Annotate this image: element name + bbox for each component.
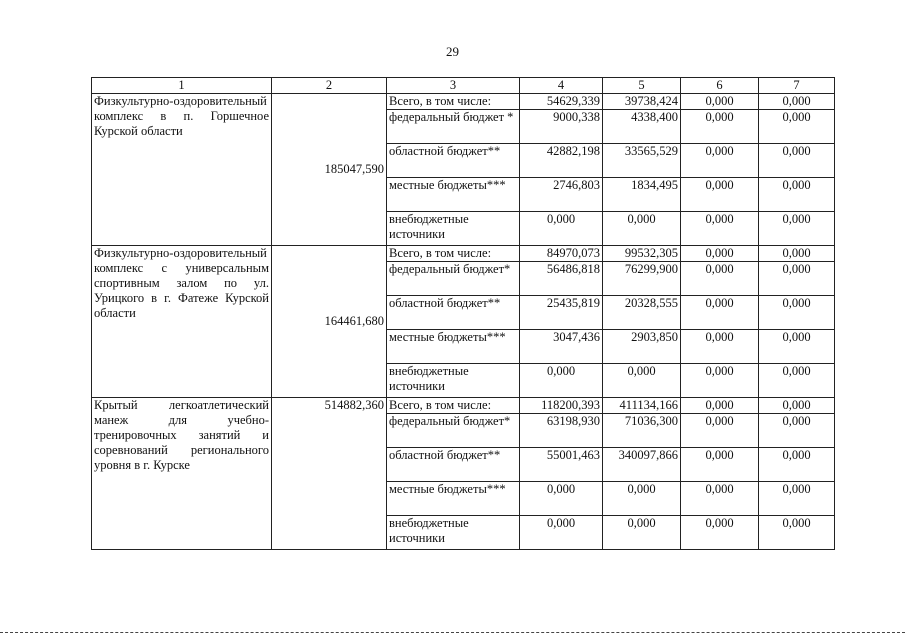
funding-source-cell: федеральный бюджет* <box>387 414 520 448</box>
value-cell: 0,000 <box>681 398 759 414</box>
value-cell: 63198,930 <box>520 414 603 448</box>
page-number: 29 <box>446 44 459 59</box>
value-cell: 55001,463 <box>520 448 603 482</box>
total-cost-cell: 185047,590 <box>272 94 387 246</box>
value-cell: 0,000 <box>603 516 681 550</box>
funding-source-cell: федеральный бюджет* <box>387 262 520 296</box>
funding-source-cell: местные бюджеты*** <box>387 178 520 212</box>
value-cell: 0,000 <box>520 482 603 516</box>
value-cell: 118200,393 <box>520 398 603 414</box>
value-cell: 33565,529 <box>603 144 681 178</box>
value-cell: 0,000 <box>759 110 835 144</box>
value-cell: 0,000 <box>681 144 759 178</box>
value-cell: 0,000 <box>520 516 603 550</box>
value-cell: 0,000 <box>681 330 759 364</box>
column-header: 7 <box>759 78 835 94</box>
value-cell: 0,000 <box>681 94 759 110</box>
value-cell: 0,000 <box>759 212 835 246</box>
value-cell: 0,000 <box>759 296 835 330</box>
value-cell: 0,000 <box>681 364 759 398</box>
table-row <box>92 246 835 262</box>
object-name-cell: Физкультурно-оздоровительный комплекс в п. Горшечное Курской области <box>92 94 272 246</box>
funding-source-cell: Всего, в том числе: <box>387 94 520 110</box>
value-cell: 0,000 <box>681 448 759 482</box>
value-cell: 0,000 <box>520 212 603 246</box>
value-cell: 0,000 <box>681 482 759 516</box>
value-cell: 411134,166 <box>603 398 681 414</box>
object-name-cell: Физкультурно-оздоровительный комплекс с универсальным спортивным залом по ул. Урицкого в г. Фатеже Курской области <box>92 246 272 398</box>
table-row <box>92 398 835 414</box>
funding-source-cell: областной бюджет** <box>387 144 520 178</box>
column-header: 1 <box>92 78 272 94</box>
table-row <box>92 94 835 110</box>
value-cell: 54629,339 <box>520 94 603 110</box>
funding-source-cell: федеральный бюджет * <box>387 110 520 144</box>
value-cell: 1834,495 <box>603 178 681 212</box>
value-cell: 84970,073 <box>520 246 603 262</box>
value-cell: 0,000 <box>681 110 759 144</box>
value-cell: 71036,300 <box>603 414 681 448</box>
column-header: 3 <box>387 78 520 94</box>
column-number-row <box>92 78 835 94</box>
funding-source-cell: областной бюджет** <box>387 296 520 330</box>
total-cost-cell: 164461,680 <box>272 246 387 398</box>
value-cell: 0,000 <box>759 262 835 296</box>
value-cell: 42882,198 <box>520 144 603 178</box>
value-cell: 0,000 <box>759 516 835 550</box>
value-cell: 0,000 <box>759 178 835 212</box>
value-cell: 0,000 <box>681 516 759 550</box>
value-cell: 39738,424 <box>603 94 681 110</box>
value-cell: 56486,818 <box>520 262 603 296</box>
value-cell: 4338,400 <box>603 110 681 144</box>
value-cell: 0,000 <box>520 364 603 398</box>
column-header: 6 <box>681 78 759 94</box>
column-header: 5 <box>603 78 681 94</box>
value-cell: 0,000 <box>759 448 835 482</box>
value-cell: 9000,338 <box>520 110 603 144</box>
total-cost-cell: 514882,360 <box>272 398 387 550</box>
funding-source-cell: Всего, в том числе: <box>387 398 520 414</box>
value-cell: 76299,900 <box>603 262 681 296</box>
value-cell: 99532,305 <box>603 246 681 262</box>
value-cell: 25435,819 <box>520 296 603 330</box>
value-cell: 0,000 <box>759 398 835 414</box>
funding-source-cell: областной бюджет** <box>387 448 520 482</box>
value-cell: 2903,850 <box>603 330 681 364</box>
funding-table <box>91 77 835 550</box>
funding-source-cell: местные бюджеты*** <box>387 482 520 516</box>
value-cell: 0,000 <box>603 482 681 516</box>
value-cell: 0,000 <box>759 144 835 178</box>
value-cell: 0,000 <box>681 296 759 330</box>
value-cell: 0,000 <box>759 94 835 110</box>
column-header: 2 <box>272 78 387 94</box>
value-cell: 0,000 <box>681 414 759 448</box>
value-cell: 0,000 <box>603 212 681 246</box>
value-cell: 0,000 <box>681 262 759 296</box>
value-cell: 0,000 <box>759 482 835 516</box>
funding-source-cell: внебюджетные источники <box>387 212 520 246</box>
object-name-cell: Крытый легкоатлетический манеж для учебно-тренировочных занятий и соревнований регионального уровня в г. Курске <box>92 398 272 550</box>
value-cell: 340097,866 <box>603 448 681 482</box>
value-cell: 2746,803 <box>520 178 603 212</box>
column-header: 4 <box>520 78 603 94</box>
funding-source-cell: Всего, в том числе: <box>387 246 520 262</box>
value-cell: 0,000 <box>759 330 835 364</box>
value-cell: 0,000 <box>681 212 759 246</box>
value-cell: 0,000 <box>759 246 835 262</box>
value-cell: 3047,436 <box>520 330 603 364</box>
value-cell: 0,000 <box>603 364 681 398</box>
funding-source-cell: внебюджетные источники <box>387 516 520 550</box>
value-cell: 0,000 <box>681 246 759 262</box>
value-cell: 0,000 <box>759 364 835 398</box>
value-cell: 0,000 <box>681 178 759 212</box>
scan-edge-divider <box>0 632 905 633</box>
value-cell: 0,000 <box>759 414 835 448</box>
funding-source-cell: местные бюджеты*** <box>387 330 520 364</box>
value-cell: 20328,555 <box>603 296 681 330</box>
funding-source-cell: внебюджетные источники <box>387 364 520 398</box>
